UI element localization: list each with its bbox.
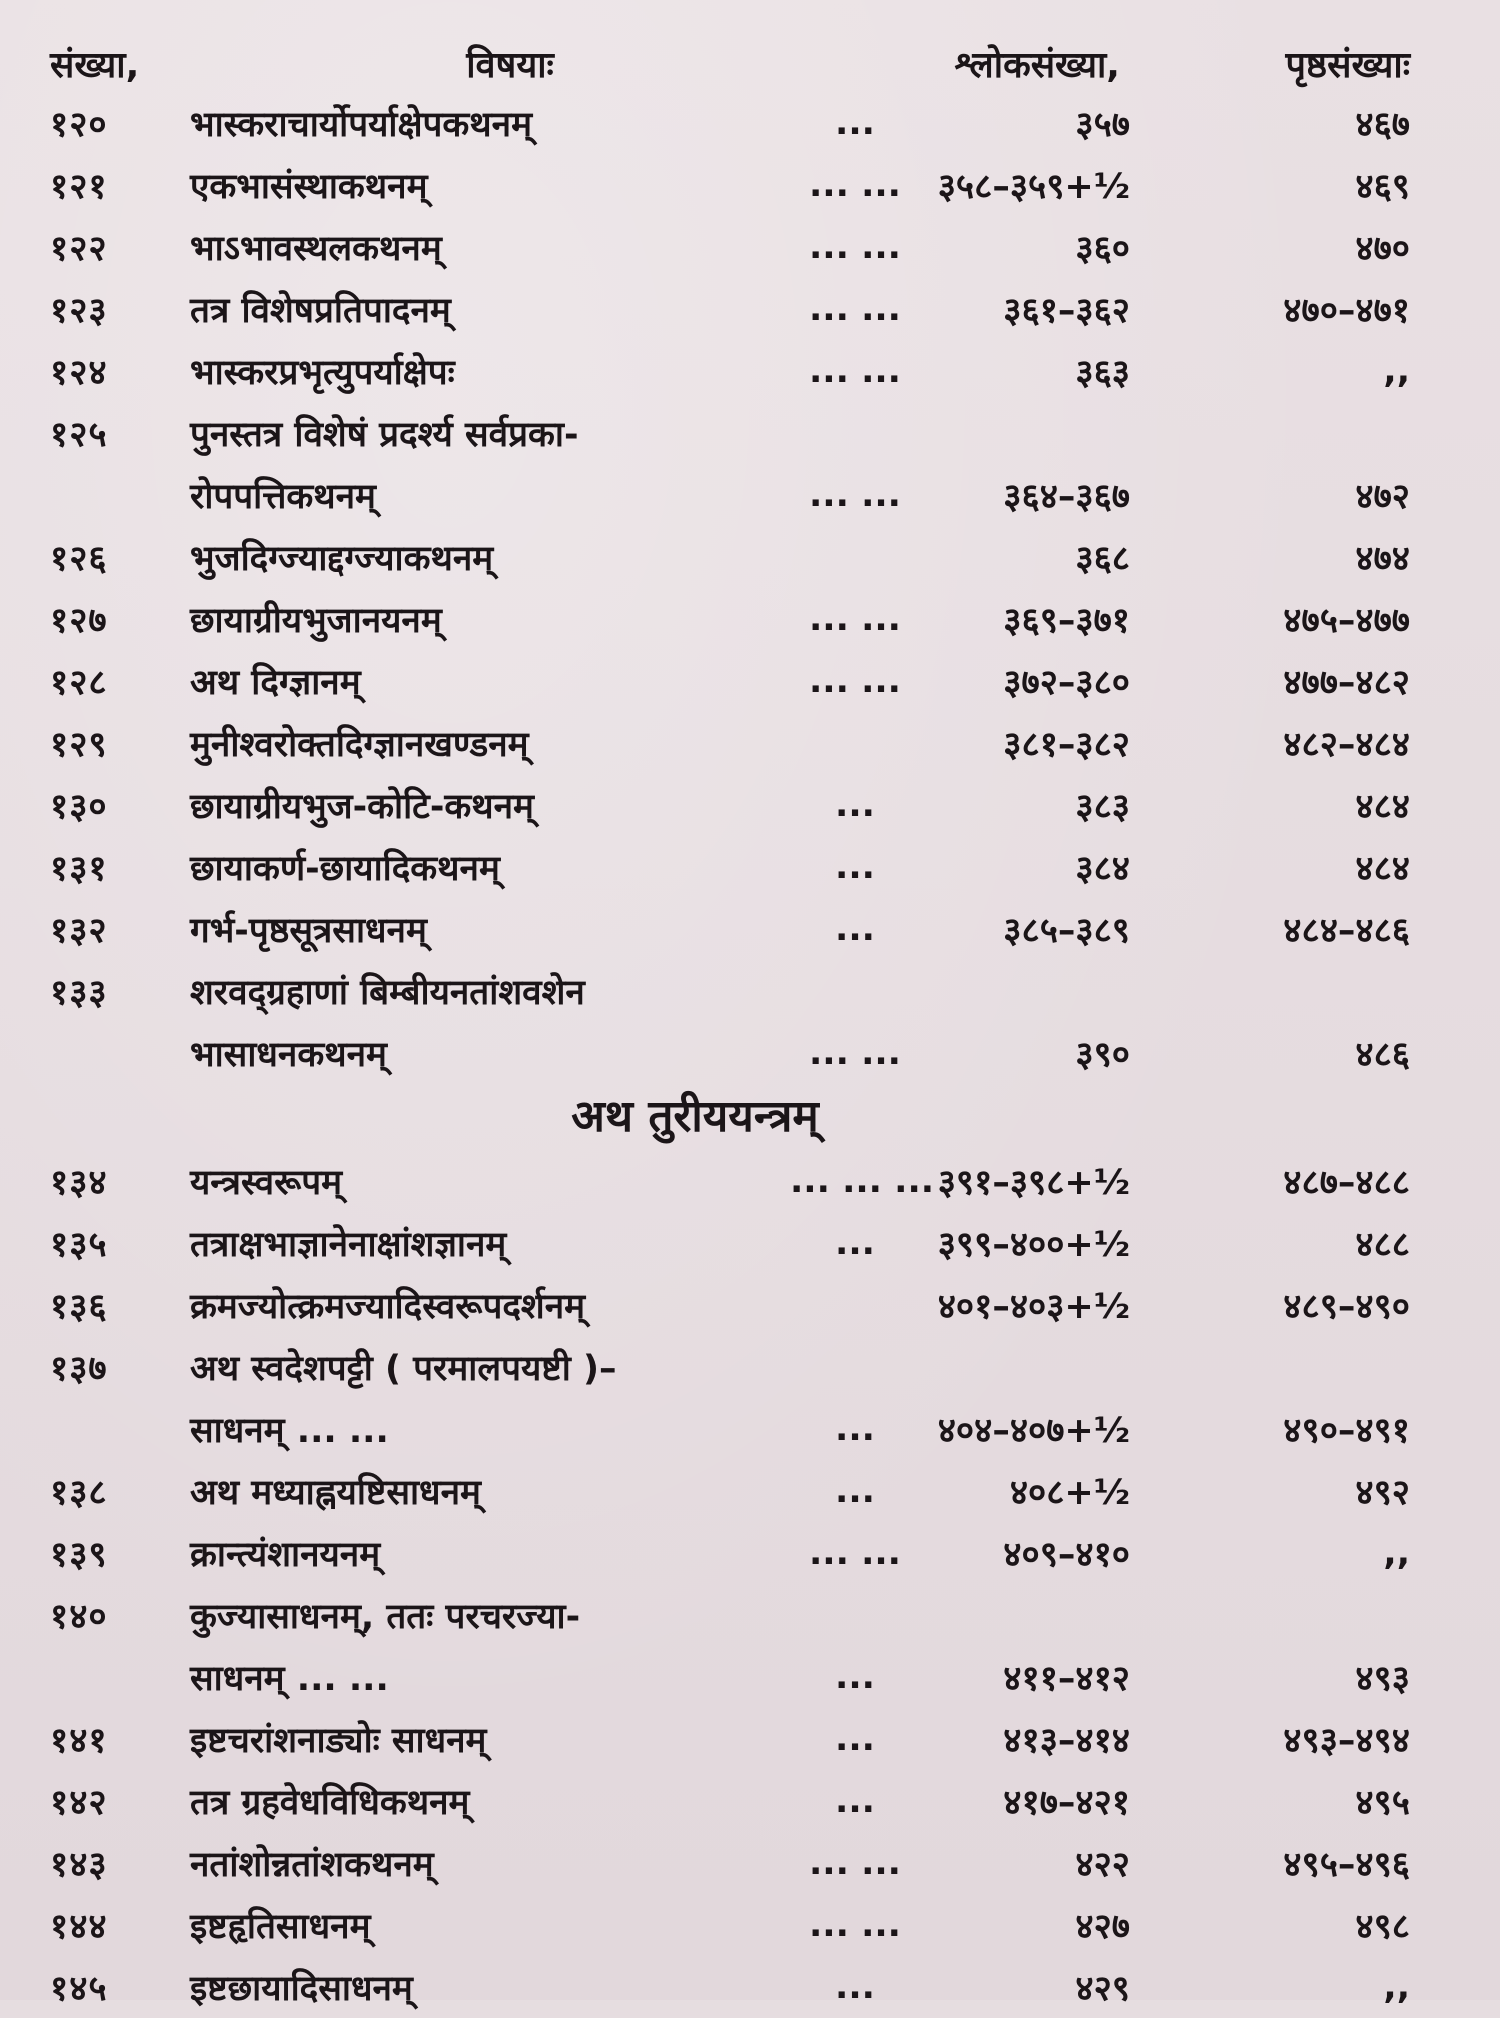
entry-leader-dots: ... ... xyxy=(809,351,901,391)
table-row xyxy=(50,1894,1450,1956)
table-row xyxy=(50,1336,1450,1460)
entry-verse: ४०८+½ xyxy=(1009,1472,1130,1513)
entry-title: इष्टचरांशनाड्योः साधनम् xyxy=(190,1720,487,1761)
entry-verse: ३९० xyxy=(1075,1034,1130,1075)
entry-leader-dots: ... ... xyxy=(809,599,901,639)
entry-title: मुनीश्वरोक्तदिग्ज्ञानखण्डनम् xyxy=(190,724,529,765)
entry-page: ,, xyxy=(1383,1967,1410,2007)
entry-page: ४७०–४७१ xyxy=(1283,290,1410,331)
header-page-count: पृष्ठसंख्याः xyxy=(1285,44,1410,86)
entry-number: १२७ xyxy=(50,600,108,641)
entry-title: छायाकर्ण-छायादिकथनम् xyxy=(190,848,500,889)
entry-page: ४९८ xyxy=(1355,1906,1410,1947)
entry-number: १४५ xyxy=(50,1968,108,2009)
entry-leader-dots: ... xyxy=(835,1223,875,1263)
entry-verse: ३८४ xyxy=(1075,848,1130,889)
entry-leader-dots: ... ... xyxy=(809,1843,901,1883)
entry-title-continued: रोपपत्तिकथनम् xyxy=(190,476,376,517)
entry-title: भास्करप्रभृत्युपर्याक्षेपः xyxy=(190,352,455,393)
entry-title: अथ मध्याह्नयष्टिसाधनम् xyxy=(190,1472,481,1513)
entry-title: क्रमज्योत्क्रमज्यादिस्वरूपदर्शनम् xyxy=(190,1286,586,1327)
table-row xyxy=(50,1956,1450,2018)
entry-number: १३५ xyxy=(50,1224,108,1265)
entry-title: भुजदिग्ज्याद्दग्ज्याकथनम् xyxy=(190,538,494,579)
entry-verse: ३८३ xyxy=(1075,786,1130,827)
entry-page: ४८४ xyxy=(1355,786,1410,827)
entry-page: ४८९–४९० xyxy=(1283,1286,1410,1327)
entry-leader-dots: ... xyxy=(835,1719,875,1759)
entry-page: ४९३ xyxy=(1355,1658,1410,1699)
table-row xyxy=(50,1770,1450,1832)
entry-number: १२९ xyxy=(50,724,108,765)
table-row xyxy=(50,774,1450,836)
entry-title: क्रान्त्यंशानयनम् xyxy=(190,1534,381,1575)
entry-number: १३१ xyxy=(50,848,108,889)
entry-leader-dots: ... ... xyxy=(809,1533,901,1573)
entry-number: १३२ xyxy=(50,910,108,951)
entry-page: ४६९ xyxy=(1355,166,1410,207)
entry-number: १३६ xyxy=(50,1286,108,1327)
entry-page: ४८६ xyxy=(1355,1034,1410,1075)
entry-page: ४६७ xyxy=(1355,104,1410,145)
entry-verse: ३५८–३५९+½ xyxy=(937,166,1130,207)
entry-verse: ४११–४१२ xyxy=(1003,1658,1130,1699)
entry-leader-dots: ... ... ... xyxy=(790,1161,935,1201)
entry-number: १३७ xyxy=(50,1348,108,1389)
entry-number: १२३ xyxy=(50,290,108,331)
entry-title: भास्कराचार्योपर्याक्षेपकथनम् xyxy=(190,104,533,145)
entry-title-continued: साधनम् ... ... xyxy=(190,1658,389,1699)
entry-number: १४० xyxy=(50,1596,108,1637)
entry-page: ४८२–४८४ xyxy=(1283,724,1410,765)
entry-number: १२० xyxy=(50,104,108,145)
entry-leader-dots: ... ... xyxy=(809,227,901,267)
entry-verse: ४२७ xyxy=(1075,1906,1130,1947)
entry-title: छायाग्रीयभुज-कोटि-कथनम् xyxy=(190,786,534,827)
table-row xyxy=(50,1212,1450,1274)
entry-page: ४९०–४९१ xyxy=(1283,1410,1410,1451)
entry-number: १२६ xyxy=(50,538,108,579)
entry-title: तत्र विशेषप्रतिपादनम् xyxy=(190,290,451,331)
entry-title: पुनस्तत्र विशेषं प्रदर्श्य सर्वप्रका- xyxy=(190,414,579,455)
entry-page: ४७२ xyxy=(1355,476,1410,517)
entry-number: १३९ xyxy=(50,1534,108,1575)
entry-number: १२२ xyxy=(50,228,108,269)
table-row xyxy=(50,1522,1450,1584)
entry-number: १२१ xyxy=(50,166,108,207)
entry-title-continued: भासाधनकथनम् xyxy=(190,1034,387,1075)
entry-number: १४२ xyxy=(50,1782,108,1823)
entry-leader-dots: ... xyxy=(835,1781,875,1821)
table-row xyxy=(50,154,1450,216)
table-row xyxy=(50,588,1450,650)
entry-page: ४९२ xyxy=(1355,1472,1410,1513)
entry-title: नतांशोन्नतांशकथनम् xyxy=(190,1844,434,1885)
entry-page: ४९५–४९६ xyxy=(1283,1844,1410,1885)
table-row xyxy=(50,1584,1450,1708)
entry-leader-dots: ... xyxy=(835,847,875,887)
entries-group-e xyxy=(50,1708,1450,2018)
entry-leader-dots: ... xyxy=(835,103,875,143)
table-row xyxy=(50,402,1450,526)
entry-title: इष्टहृतिसाधनम् xyxy=(190,1906,371,1947)
entries-group-a xyxy=(50,92,1450,402)
entry-leader-dots: ... xyxy=(835,785,875,825)
entry-verse: ३८५–३८९ xyxy=(1003,910,1130,951)
entries-group-c xyxy=(50,1150,1450,1336)
entry-page: ४८८ xyxy=(1355,1224,1410,1265)
entry-leader-dots: ... ... xyxy=(809,1905,901,1945)
entry-leader-dots: ... ... xyxy=(809,1033,901,1073)
entry-number: १३८ xyxy=(50,1472,108,1513)
entry-page: ,, xyxy=(1383,351,1410,391)
entries-group-b xyxy=(50,526,1450,960)
entry-title: एकभासंस्थाकथनम् xyxy=(190,166,428,207)
entry-number: १२८ xyxy=(50,662,108,703)
entry-verse: ४०४–४०७+½ xyxy=(937,1410,1130,1451)
table-row xyxy=(50,1274,1450,1336)
entry-verse: ३९९–४००+½ xyxy=(937,1224,1130,1265)
table-row xyxy=(50,650,1450,712)
entry-leader-dots: ... ... xyxy=(809,289,901,329)
entry-leader-dots: ... xyxy=(835,1657,875,1697)
table-row xyxy=(50,526,1450,588)
entry-verse: ४०१–४०३+½ xyxy=(937,1286,1130,1327)
entry-verse: ३८१–३८२ xyxy=(1003,724,1130,765)
entry-verse: ४१७–४२१ xyxy=(1003,1782,1130,1823)
header-verse-count: श्लोकसंख्या, xyxy=(954,44,1120,86)
entry-verse: ३६० xyxy=(1075,228,1130,269)
section-heading: अथ तुरीययन्त्रम् xyxy=(571,1091,819,1142)
header-serial: संख्या, xyxy=(50,44,140,86)
table-header xyxy=(50,34,1450,92)
table-row xyxy=(50,836,1450,898)
table-row xyxy=(50,278,1450,340)
entry-number: १३४ xyxy=(50,1162,108,1203)
entry-page: ४७४ xyxy=(1355,538,1410,579)
entry-page: ४८४ xyxy=(1355,848,1410,889)
entry-title: इष्टछायादिसाधनम् xyxy=(190,1968,413,2009)
entry-number: १४१ xyxy=(50,1720,108,1761)
entry-verse: ४२९ xyxy=(1075,1968,1130,2009)
entry-page: ,, xyxy=(1383,1533,1410,1573)
entry-title: अथ स्वदेशपट्टी ( परमालपयष्टी )– xyxy=(190,1348,617,1389)
table-row xyxy=(50,216,1450,278)
entry-title: छायाग्रीयभुजानयनम् xyxy=(190,600,442,641)
entry-leader-dots: ... xyxy=(835,1409,875,1449)
table-row xyxy=(50,1832,1450,1894)
entry-title: तत्र ग्रहवेधविधिकथनम् xyxy=(190,1782,470,1823)
entry-number: १४४ xyxy=(50,1906,108,1947)
entry-verse: ४२२ xyxy=(1075,1844,1130,1885)
entry-leader-dots: ... ... xyxy=(809,165,901,205)
entry-page: ४७५–४७७ xyxy=(1283,600,1410,641)
entry-leader-dots: ... xyxy=(835,1471,875,1511)
entry-title: कुज्यासाधनम्, ततः परचरज्या- xyxy=(190,1596,581,1637)
entry-page: ४८७–४८८ xyxy=(1283,1162,1410,1203)
entry-page: ४७७–४८२ xyxy=(1283,662,1410,703)
table-row xyxy=(50,960,1450,1084)
entry-title: भाऽभावस्थलकथनम् xyxy=(190,228,442,269)
entry-number: १४३ xyxy=(50,1844,108,1885)
entry-verse: ३६९–३७१ xyxy=(1003,600,1130,641)
entry-verse: ३६१–३६२ xyxy=(1003,290,1130,331)
table-row xyxy=(50,340,1450,402)
entry-verse: ३६८ xyxy=(1075,538,1130,579)
entry-title: तत्राक्षभाज्ञानेनाक्षांशज्ञानम् xyxy=(190,1224,507,1265)
entry-page: ४७० xyxy=(1355,228,1410,269)
entry-verse: ४०९–४१० xyxy=(1003,1534,1130,1575)
table-row xyxy=(50,712,1450,774)
table-row xyxy=(50,92,1450,154)
entry-title: गर्भ-पृष्ठसूत्रसाधनम् xyxy=(190,910,427,951)
entry-page: ४८४–४८६ xyxy=(1283,910,1410,951)
table-row xyxy=(50,1708,1450,1770)
entry-page: ४९५ xyxy=(1355,1782,1410,1823)
entry-verse: ३६३ xyxy=(1075,352,1130,393)
entry-number: १३३ xyxy=(50,972,108,1013)
entry-verse: ४१३–४१४ xyxy=(1003,1720,1130,1761)
entry-verse: ३७२–३८० xyxy=(1003,662,1130,703)
entry-title: अथ दिग्ज्ञानम् xyxy=(190,662,361,703)
entry-verse: ३५७ xyxy=(1075,104,1130,145)
entry-number: १२४ xyxy=(50,352,108,393)
entry-leader-dots: ... ... xyxy=(809,661,901,701)
table-row xyxy=(50,1150,1450,1212)
entry-title-continued: साधनम् ... ... xyxy=(190,1410,389,1451)
entries-group-d xyxy=(50,1460,1450,1584)
table-row xyxy=(50,1460,1450,1522)
entry-title: शरवद्ग्रहाणां बिम्बीयनतांशवशेन xyxy=(190,972,585,1013)
header-subject: विषयाः xyxy=(466,44,554,86)
entry-number: १३० xyxy=(50,786,108,827)
entry-leader-dots: ... xyxy=(835,909,875,949)
entry-leader-dots: ... xyxy=(835,1967,875,2007)
entry-title: यन्त्रस्वरूपम् xyxy=(190,1162,343,1203)
entry-verse: ३६४–३६७ xyxy=(1003,476,1130,517)
table-row xyxy=(50,898,1450,960)
entry-leader-dots: ... ... xyxy=(809,475,901,515)
entry-number: १२५ xyxy=(50,414,108,455)
entry-page: ४९३–४९४ xyxy=(1283,1720,1410,1761)
entry-verse: ३९१–३९८+½ xyxy=(937,1162,1130,1203)
